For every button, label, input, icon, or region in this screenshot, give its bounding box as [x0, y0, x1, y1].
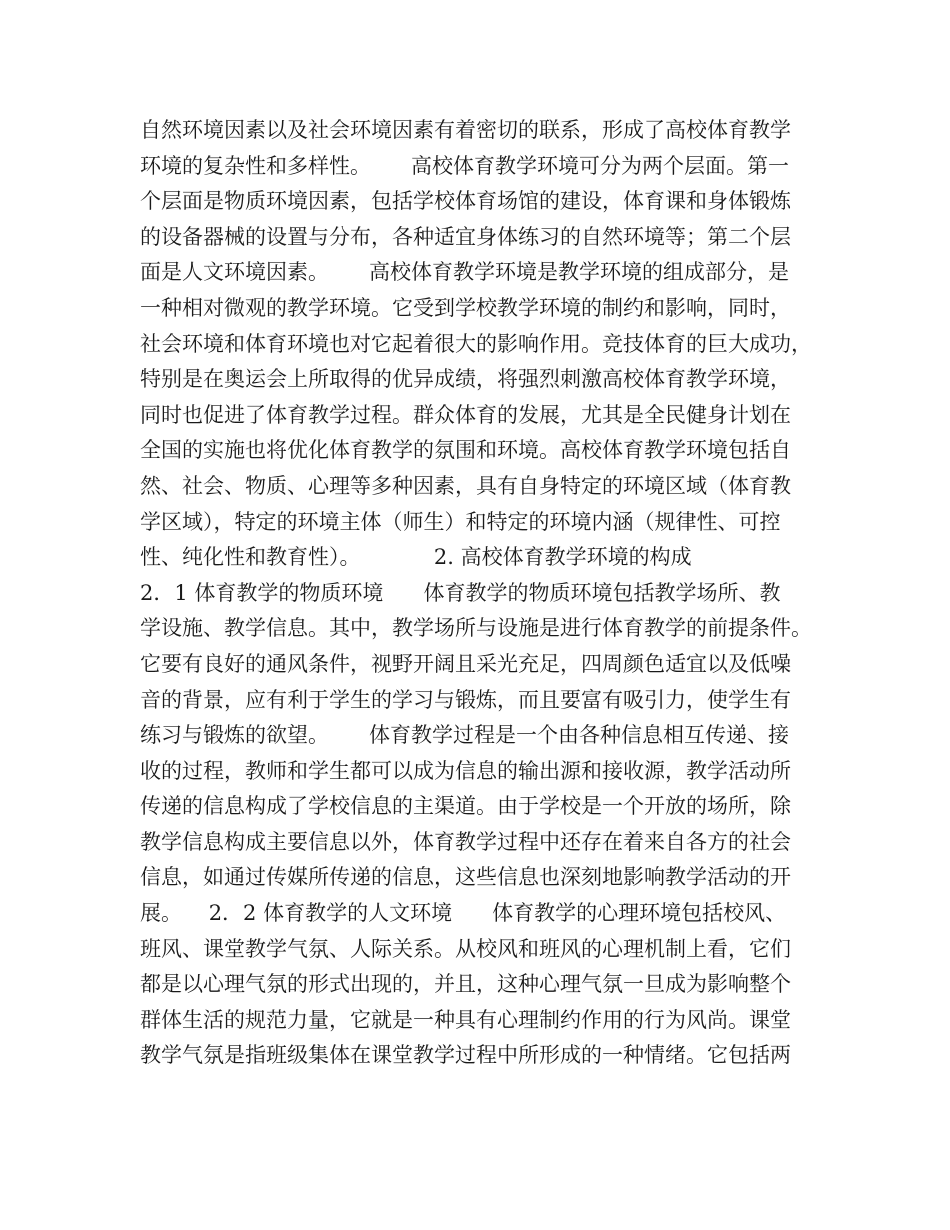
text-line: 展。 2．2 体育教学的人文环境 体育教学的心理环境包括校风、 — [140, 901, 787, 926]
text-line: 传递的信息构成了学校信息的主渠道。由于学校是一个开放的场所，除 — [140, 794, 791, 819]
text-line: 一种相对微观的教学环境。它受到学校教学环境的制约和影响，同时， — [140, 295, 791, 320]
text-line: 然、社会、物质、心理等多种因素，具有自身特定的环境区域（体育教 — [140, 473, 791, 498]
text-line: 环境的复杂性和多样性。 高校体育教学环境可分为两个层面。第一 — [140, 153, 790, 178]
text-line: 性、纯化性和教育性）。 2. 高校体育教学环境的构成 — [140, 545, 692, 570]
text-line: 信息，如通过传媒所传递的信息，这些信息也深刻地影响教学活动的开 — [140, 865, 791, 890]
text-line: 的设备器械的设置与分布，各种适宜身体练习的自然环境等；第二个层 — [140, 224, 791, 249]
text-line: 自然环境因素以及社会环境因素有着密切的联系，形成了高校体育教学 — [140, 118, 791, 142]
text-line: 同时也促进了体育教学过程。群众体育的发展，尤其是全民健身计划在 — [140, 402, 791, 427]
text-line: 全国的实施也将优化体育教学的氛围和环境。高校体育教学环境包括自 — [140, 438, 791, 463]
text-line: 教学信息构成主要信息以外，体育教学过程中还存在着来自各方的社会 — [140, 829, 791, 854]
text-line: 练习与锻炼的欲望。 体育教学过程是一个由各种信息相互传递、接 — [140, 723, 790, 748]
text-line: 班风、课堂教学气氛、人际关系。从校风和班风的心理机制上看，它们 — [140, 936, 791, 961]
text-line: 教学气氛是指班级集体在课堂教学过程中所形成的一种情绪。它包括两 — [140, 1043, 791, 1068]
text-line: 学区域），特定的环境主体（师生）和特定的环境内涵（规律性、可控 — [140, 509, 781, 534]
body-text — [140, 113, 830, 1074]
text-line: 音的背景，应有利于学生的学习与锻炼，而且要富有吸引力，使学生有 — [140, 687, 791, 712]
text-line: 社会环境和体育环境也对它起着很大的影响作用。竞技体育的巨大成功， — [140, 331, 812, 356]
text-line: 它要有良好的通风条件，视野开阔且采光充足，四周颜色适宜以及低噪 — [140, 651, 791, 676]
text-line: 收的过程，教师和学生都可以成为信息的输出源和接收源，教学活动所 — [140, 758, 791, 783]
text-line: 学设施、教学信息。其中，教学场所与设施是进行体育教学的前提条件。 — [140, 616, 812, 641]
text-line: 2．1 体育教学的物质环境 体育教学的物质环境包括教学场所、教 — [140, 580, 781, 605]
text-line: 都是以心理气氛的形式出现的，并且，这种心理气氛一旦成为影响整个 — [140, 972, 791, 997]
text-line: 特别是在奥运会上所取得的优异成绩，将强烈刺激高校体育教学环境， — [140, 367, 791, 392]
text-line: 群体生活的规范力量，它就是一种具有心理制约作用的行为风尚。课堂 — [140, 1007, 791, 1032]
text-line: 个层面是物质环境因素，包括学校体育场馆的建设，体育课和身体锻炼 — [140, 189, 791, 214]
text-line: 面是人文环境因素。 高校体育教学环境是教学环境的组成部分，是 — [140, 260, 790, 285]
